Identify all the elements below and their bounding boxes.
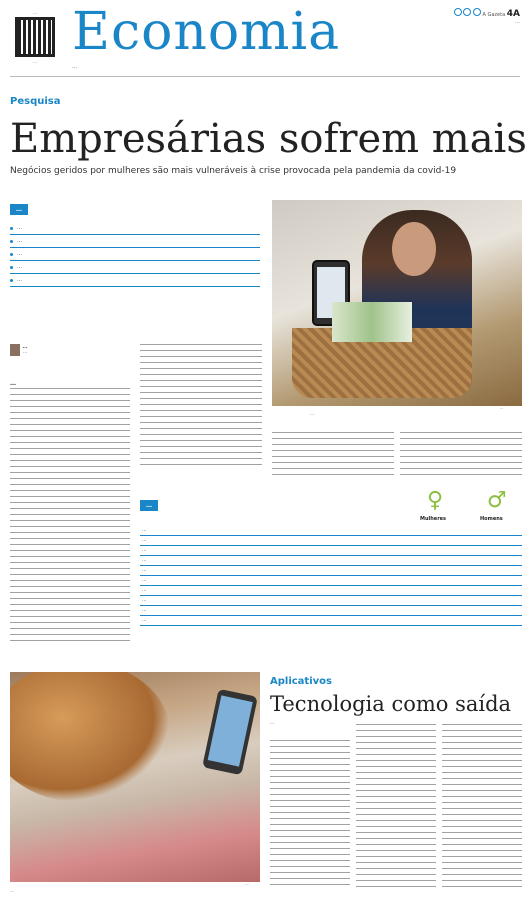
row-label: …	[142, 538, 147, 543]
photo-credit: …	[500, 406, 504, 410]
photo-products	[332, 302, 412, 342]
author-avatar	[10, 344, 20, 356]
story2-kicker: Aplicativos	[270, 676, 332, 687]
table-title: …	[140, 500, 158, 511]
story-headline: Empresárias sofrem mais	[10, 116, 527, 162]
bullet-item: …	[10, 235, 260, 248]
row-label: …	[142, 568, 147, 573]
row-label: …	[142, 558, 147, 563]
box-tag: …	[10, 204, 28, 215]
photo-caption: …	[310, 411, 314, 416]
table-row	[140, 606, 522, 616]
table-row	[140, 596, 522, 606]
article-column-2	[140, 344, 262, 470]
row-label: …	[142, 608, 147, 613]
bullet-list	[10, 222, 260, 287]
article-column-1	[10, 388, 130, 646]
byline-name: …	[23, 344, 27, 349]
edition-date: …	[515, 19, 520, 25]
bullet-item: …	[10, 261, 260, 274]
entrepreneur-photo	[272, 200, 522, 406]
photo-hair	[10, 672, 170, 802]
byline-role: …	[23, 349, 27, 354]
page-number: 4A	[506, 9, 520, 19]
social-icon[interactable]	[463, 8, 471, 16]
section-email[interactable]: …	[72, 64, 77, 70]
row-label: …	[142, 528, 147, 533]
table-row	[140, 566, 522, 576]
photo-face	[392, 222, 436, 276]
bullet-item: …	[10, 248, 260, 261]
photo-caption-2: …	[10, 888, 14, 893]
row-label: …	[142, 598, 147, 603]
smartphone-icon	[202, 689, 258, 776]
male-icon: ♂	[487, 488, 507, 513]
masthead-meta	[454, 8, 520, 25]
story-kicker: Pesquisa	[10, 96, 61, 107]
qr-caption-bottom: …	[33, 59, 37, 64]
section-title: Economia	[72, 2, 341, 62]
table-row	[140, 616, 522, 626]
qr-code-block	[12, 10, 58, 64]
story-deck: Negócios geridos por mulheres são mais vulneráveis à crise provocada pela pandemia da covid-19	[10, 166, 457, 176]
table-row	[140, 576, 522, 586]
row-label: …	[142, 548, 147, 553]
article-column-3	[272, 432, 394, 478]
table-row	[140, 526, 522, 536]
table-row	[140, 586, 522, 596]
story-lead: …	[10, 380, 16, 387]
phone-user-photo	[10, 672, 260, 882]
bullet-item: …	[10, 222, 260, 235]
qr-caption-top: …	[33, 10, 37, 15]
row-label: …	[142, 588, 147, 593]
social-icon[interactable]	[473, 8, 481, 16]
paper-name: A Gazeta	[482, 12, 506, 18]
masthead-divider	[10, 76, 520, 77]
table-row	[140, 546, 522, 556]
row-label: …	[142, 618, 147, 623]
story2-column-1	[270, 740, 350, 890]
story2-column-2	[356, 724, 436, 890]
story2-byline: …	[270, 720, 274, 725]
byline	[10, 344, 58, 358]
column-header-male: Homens	[480, 516, 503, 522]
bullet-item: …	[10, 274, 260, 287]
social-icon[interactable]	[454, 8, 462, 16]
row-label: …	[142, 578, 147, 583]
table-row	[140, 536, 522, 546]
story2-headline: Tecnologia como saída	[270, 692, 512, 716]
female-icon: ♀	[427, 488, 444, 513]
photo-credit-2: …	[246, 882, 250, 886]
column-header-female: Mulheres	[420, 516, 447, 522]
article-column-4	[400, 432, 522, 478]
qr-code-icon[interactable]	[15, 17, 55, 57]
story2-column-3	[442, 724, 522, 890]
table-row	[140, 556, 522, 566]
